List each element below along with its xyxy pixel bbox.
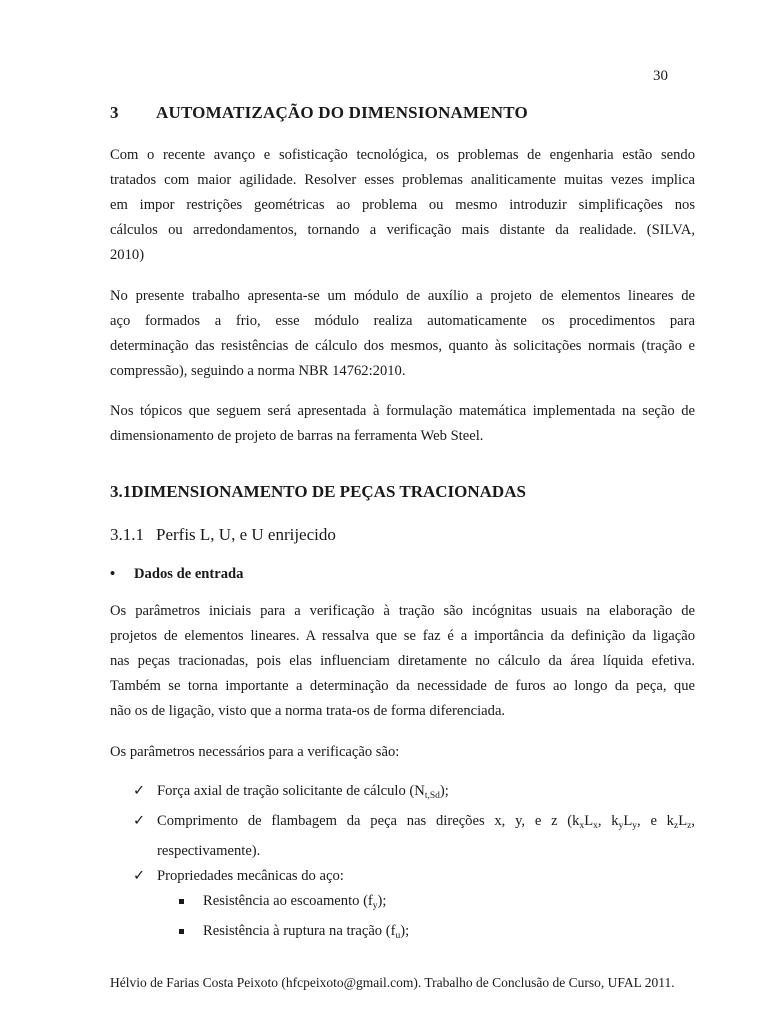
checklist-item-text-continued: respectivamente).	[157, 843, 261, 859]
checkmark-icon: ✓	[133, 868, 146, 884]
text-line: projetos de elementos lineares. A ressalva que se faz é a importância da definição da ligação	[110, 628, 695, 644]
page-number: 30	[653, 68, 668, 84]
paragraph-module	[110, 284, 695, 384]
paragraph-inputs	[110, 599, 695, 724]
sub-item-text: Resistência à ruptura na tração $(f_u)$;	[203, 923, 410, 941]
text-line: 2010)	[110, 247, 145, 263]
text-line: tratados com maior agilidade. Resolver esses problemas analiticamente muitas vezes implica	[110, 172, 695, 188]
parameter-checklist	[133, 779, 695, 949]
paragraph-params	[110, 740, 695, 765]
text-line: não os de ligação, visto que a norma trata-os de forma diferenciada.	[110, 703, 506, 719]
bullet-icon: •	[110, 566, 116, 582]
subsection-heading	[110, 482, 526, 502]
subsubsection-number: 3.1.1	[110, 525, 144, 544]
bullet-heading	[110, 566, 243, 583]
square-bullet-icon	[179, 899, 184, 904]
section-title: AUTOMATIZAÇÃO DO DIMENSIONAMENTO	[156, 103, 528, 122]
sub-item-yield-strength	[179, 889, 695, 919]
text-line: dimensionamento de projeto de barras na ferramenta Web Steel.	[110, 428, 484, 444]
text-line: cálculos ou arredondamentos, tornando a verificação mais distante da realidade. (SILVA,	[110, 222, 695, 238]
page-footer: Hélvio de Farias Costa Peixoto (hfcpeixoto@gmail.com). Trabalho de Conclusão de Curso, UFAL 2011.	[110, 975, 675, 990]
checklist-item-axial-force	[133, 779, 695, 809]
text-line: Nos tópicos que seguem será apresentada à formulação matemática implementada na seção de	[110, 403, 695, 419]
text-line: Os parâmetros necessários para a verificação são:	[110, 744, 400, 760]
checklist-item-text: Força axial de tração solicitante de cálculo $(N_{t,Sd})$;	[157, 783, 449, 801]
checklist-item-text: Comprimento de flambagem da peça nas direções x, y, e z ($k_xL_x$, $k_yL_y$, e $k_zL_z$,	[157, 813, 695, 831]
section-heading	[110, 103, 528, 123]
text-line: nas peças tracionadas, pois elas influenciam diretamente no cálculo da área líquida efetiva.	[110, 653, 695, 669]
checklist-item-mechanical-properties	[133, 864, 695, 889]
subsection-number: 3.1	[110, 482, 132, 501]
bullet-heading-text: Dados de entrada	[134, 566, 244, 582]
checkmark-icon: ✓	[133, 783, 146, 799]
sub-item-text: Resistência ao escoamento $(f_y)$;	[203, 893, 387, 911]
text-line: Os parâmetros iniciais para a verificação à tração são incógnitas usuais na elaboração de	[110, 603, 695, 619]
section-number: 3	[110, 103, 119, 122]
text-line: Com o recente avanço e sofisticação tecnológica, os problemas de engenharia estão sendo	[110, 147, 695, 163]
checklist-item-text: Propriedades mecânicas do aço:	[157, 868, 344, 884]
paragraph-topics	[110, 399, 695, 449]
paragraph-intro	[110, 143, 695, 268]
checklist-item-buckling-length	[133, 809, 695, 864]
checkmark-icon: ✓	[133, 813, 146, 829]
text-line: em impor restrições geométricas ao problema ou mesmo introduzir simplificações nos	[110, 197, 695, 213]
text-line: Também se torna importante a determinação da necessidade de furos ao longo da peça, que	[110, 678, 695, 694]
text-line: No presente trabalho apresenta-se um módulo de auxílio a projeto de elementos lineares de	[110, 288, 695, 304]
text-line: compressão), seguindo a norma NBR 14762:2010.	[110, 363, 406, 379]
subsection-title: DIMENSIONAMENTO DE PEÇAS TRACIONADAS	[131, 482, 526, 501]
text-line: aço formados a frio, esse módulo realiza automaticamente os procedimentos para	[110, 313, 695, 329]
text-line: determinação das resistências de cálculo dos mesmos, quanto às solicitações normais (tração e	[110, 338, 695, 354]
subsubsection-title: Perfis L, U, e U enrijecido	[156, 525, 336, 544]
subsubsection-heading	[110, 525, 336, 545]
square-bullet-icon	[179, 929, 184, 934]
sub-item-tensile-strength	[179, 919, 695, 949]
